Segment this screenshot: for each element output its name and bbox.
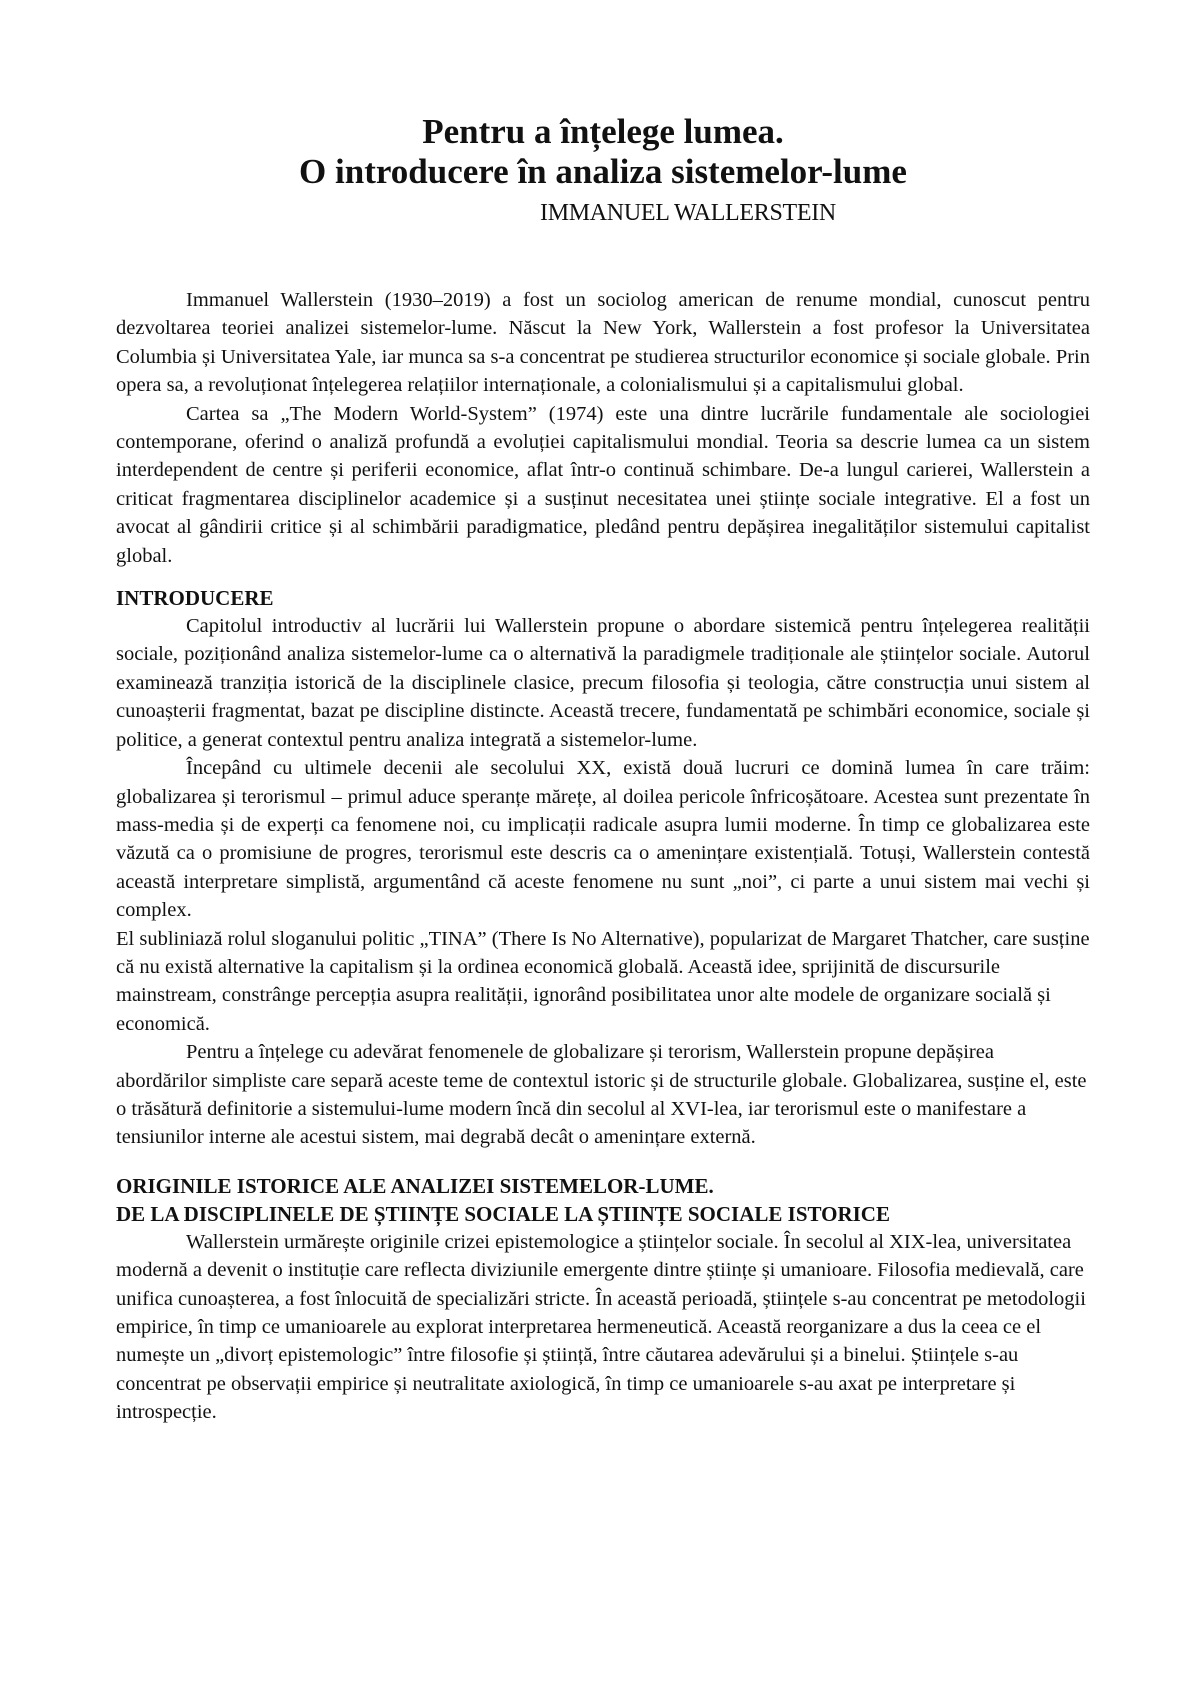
introduction-paragraph-3: El subliniază rolul sloganului politic „TINA” (There Is No Alternative), popularizat de Margaret Thatcher, care susține că nu există alternative la capitalism și la ordinea economică globală. Această idee, sprijinită de discursurile mainstream, constrânge percepția asupra realității, ignorând posibilitatea unor alte modele de organizare socială și economică. (116, 927, 1090, 1035)
document-body (116, 286, 1090, 1427)
origins-heading-line-2: DE LA DISCIPLINELE DE ȘTIINȚE SOCIALE LA ȘTIINȚE SOCIALE ISTORICE (116, 1201, 890, 1226)
document-title-line-1: Pentru a înțelege lumea. (422, 112, 784, 151)
introduction-heading: INTRODUCERE (116, 586, 274, 611)
introduction-paragraph-1: Capitolul introductiv al lucrării lui Wallerstein propune o abordare sistemică pentru înțelegerea realității sociale, poziționând analiza sistemelor-lume ca o alternativă la paradigmele tradiționale ale științelor sociale. Autorul examinează tranziția istorică de la disciplinele clasice, precum filosofia și teologia, către construcția unui sistem al cunoașterii fragmentat, bazat pe discipline distincte. Această trecere, fundamentată pe schimbări economice, sociale și politice, a generat contextul pentru analiza integrată a sistemelor-lume. (116, 615, 1090, 751)
origins-heading-line-1: ORIGINILE ISTORICE ALE ANALIZEI SISTEMELOR-LUME. (116, 1173, 714, 1198)
bio-paragraph-2: Cartea sa „The Modern World-System” (1974) este una dintre lucrările fundamentale ale sociologiei contemporane, oferind o analiză profundă a evoluției capitalismului mondial. Teoria sa descrie lumea ca un sistem interdependent de centre și periferii economice, aflat într-o continuă schimbare. De-a lungul carierei, Wallerstein a criticat fragmentarea disciplinelor academice și a susținut necesitatea unei științe sociale integrative. El a fost un avocat al gândirii critice și al schimbării paradigmatice, pledând pentru depășirea inegalităților sistemului capitalist global. (116, 402, 1090, 567)
title-block (116, 112, 1090, 228)
document-title-line-2: O introducere în analiza sistemelor-lume (299, 152, 907, 191)
introduction-paragraph-4: Pentru a înțelege cu adevărat fenomenele de globalizare și terorism, Wallerstein propune depășirea abordărilor simpliste care separă aceste teme de contextul istoric și de structurile globale. Globalizarea, susține el, este o trăsătură definitorie a sistemului-lume modern încă din secolul al XVI-lea, iar terorismul este o manifestare a tensiunilor interne ale acestui sistem, mai degrabă decât o amenințare externă. (116, 1041, 1087, 1149)
origins-paragraph-1: Wallerstein urmărește originile crizei epistemologice a științelor sociale. În secolul al XIX-lea, universitatea modernă a devenit o instituție care reflecta diviziunile emergente dintre științe și umanioare. Filosofia medievală, care unifica cunoașterea, a fost înlocuită de specializări stricte. În această perioadă, științele s-au concentrat pe metodologii empirice, în timp ce umanioarele au explorat interpretarea hermeneutică. Această reorganizare a dus la ceea ce el numește un „divorț epistemologic” între filosofie și știință, între căutarea adevărului și a binelui. Științele s-au concentrat pe observații empirice și neutralitate axiologică, în timp ce umanioarele s-au axat pe interpretare și introspecție. (116, 1230, 1086, 1424)
introduction-paragraph-2: Începând cu ultimele decenii ale secolului XX, există două lucruri ce domină lumea în care trăim: globalizarea și terorismul – primul aduce speranțe mărețe, al doilea pericole înfricoșătoare. Acestea sunt prezentate în mass-media și de experți ca fenomene noi, cu implicații radicale asupra lumii moderne. În timp ce globalizarea este văzută ca o promisiune de progres, terorismul este descris ca o amenințare existențială. Totuși, Wallerstein contestă această interpretare simplistă, argumentând că aceste fenomene nu sunt „noi”, ci parte a unui sistem mai vechi și complex. (116, 757, 1090, 922)
bio-paragraph-1: Immanuel Wallerstein (1930–2019) a fost un sociolog american de renume mondial, cunoscut pentru dezvoltarea teoriei analizei sistemelor-lume. Născut la New York, Wallerstein a fost profesor la Universitatea Columbia și Universitatea Yale, iar munca sa s-a concentrat pe studierea structurilor economice și sociale globale. Prin opera sa, a revoluționat înțelegerea relațiilor internaționale, a colonialismului și a capitalismului global. (116, 289, 1090, 397)
document-author: IMMANUEL WALLERSTEIN (540, 200, 836, 226)
